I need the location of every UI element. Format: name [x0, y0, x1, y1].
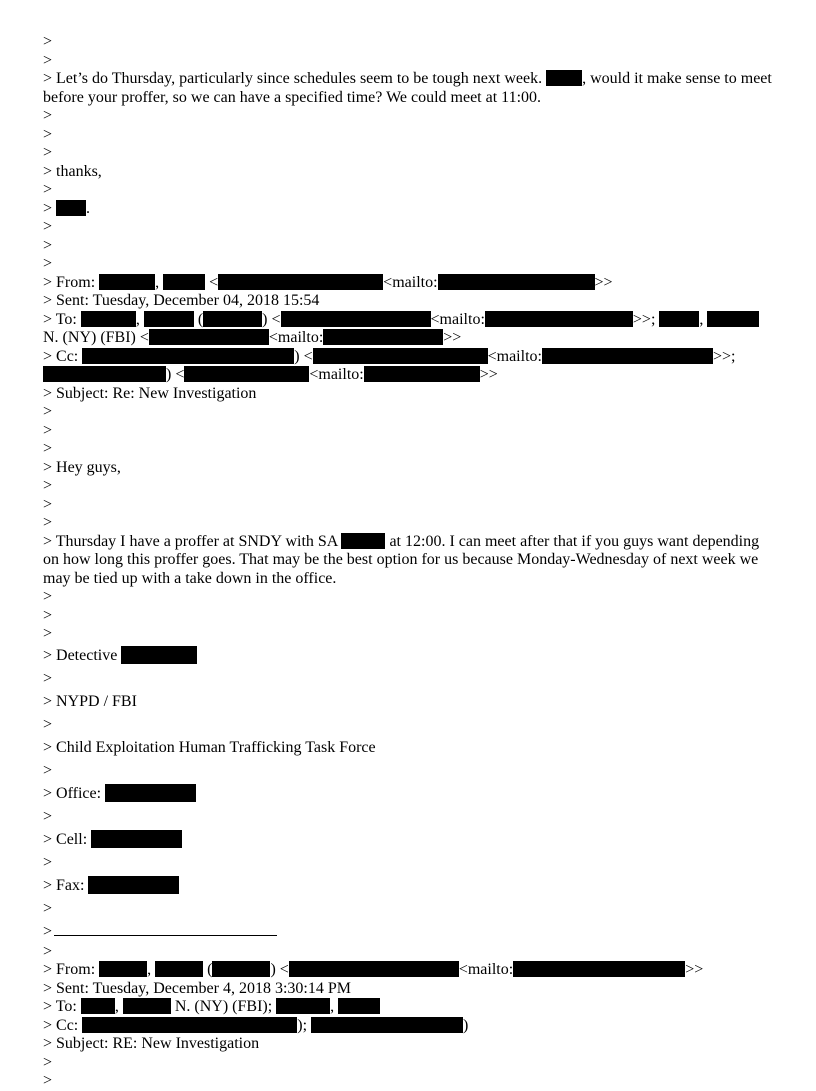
- redaction: [105, 784, 196, 802]
- body-paragraph-line: may be tied up with a take down in the office.: [43, 569, 337, 587]
- quote-line: >: [43, 588, 53, 605]
- signature-cell: > Cell:: [43, 828, 778, 851]
- redaction: [364, 366, 480, 382]
- quote-line: >: [43, 606, 53, 624]
- signature-name: > Detective: [43, 644, 778, 667]
- quote-line: >: [43, 853, 53, 871]
- email-sent: > Sent: Tuesday, December 04, 2018 15:54: [43, 292, 320, 309]
- redaction: [542, 348, 713, 364]
- quote-line: >: [43, 51, 53, 69]
- quote-line: >: [43, 218, 53, 235]
- email-sent: > Sent: Tuesday, December 4, 2018 3:30:14 PM: [43, 979, 351, 997]
- redaction: [338, 998, 380, 1014]
- quote-line: >: [43, 477, 53, 494]
- body-paragraph-line: > Thursday I have a proffer at SNDY with SA at 12:00. I can meet after that if you guys want depending: [43, 532, 760, 550]
- redaction: [276, 998, 330, 1014]
- separator-line: >: [43, 920, 778, 943]
- quote-line: >: [43, 942, 53, 960]
- redaction: [81, 311, 136, 327]
- quote-line: >: [43, 807, 53, 825]
- redaction: [546, 70, 582, 86]
- greeting-line: > Hey guys,: [43, 458, 121, 476]
- signature-unit: > Child Exploitation Human Trafficking Task Force: [43, 738, 376, 756]
- quote-line: >: [43, 181, 53, 198]
- body-paragraph-line: on how long this proffer goes. That may be the best option for us because Monday-Wednesday of next week we: [43, 551, 759, 568]
- redaction: [121, 646, 197, 664]
- redaction: [149, 329, 269, 345]
- redaction: [203, 311, 262, 327]
- sender-initials-line: > .: [43, 199, 91, 217]
- redaction: [184, 366, 309, 382]
- redaction: [289, 961, 459, 977]
- email-cc: > Cc: ); ): [43, 1016, 469, 1034]
- quote-line: >: [43, 899, 53, 917]
- email-from: > From: , < <mailto: >>: [43, 273, 613, 291]
- email-cc-cont: ) < <mailto: >>: [43, 366, 778, 385]
- quote-line: >: [43, 1053, 53, 1071]
- redaction: [91, 830, 182, 848]
- email-subject: > Subject: RE: New Investigation: [43, 1035, 260, 1052]
- signature-fax: > Fax:: [43, 874, 778, 897]
- quote-line: >: [43, 421, 53, 439]
- redaction: [313, 348, 488, 364]
- redaction: [88, 876, 179, 894]
- quote-line: >: [43, 1072, 53, 1089]
- horizontal-rule: [54, 923, 277, 936]
- text-run: , would it make sense to meet: [582, 70, 772, 87]
- reply-paragraph-line: [43, 70, 778, 89]
- signature-office: > Office:: [43, 782, 778, 805]
- quote-line: >: [43, 236, 53, 254]
- redaction: [163, 274, 205, 290]
- quote-line: >: [43, 440, 53, 457]
- quote-line: >: [43, 761, 53, 779]
- redaction: [155, 961, 203, 977]
- redaction: [218, 274, 383, 290]
- quote-line: >: [43, 255, 53, 272]
- redaction: [99, 274, 155, 290]
- text-run: > Let’s do Thursday, particularly since schedules seem to be tough next week.: [43, 70, 547, 87]
- closing-line: > thanks,: [43, 162, 102, 180]
- quote-line: >: [43, 33, 53, 50]
- redaction: [281, 311, 431, 327]
- quote-line: >: [43, 669, 53, 687]
- email-to-cont: N. (NY) (FBI) < <mailto: >>: [43, 329, 462, 346]
- redaction: [82, 348, 294, 364]
- email-document: [43, 33, 778, 1091]
- redaction: [311, 1017, 463, 1033]
- redaction: [212, 961, 270, 977]
- quote-line: >: [43, 403, 53, 420]
- redaction: [659, 311, 699, 327]
- redaction: [341, 533, 385, 549]
- redaction: [485, 311, 633, 327]
- quote-line: >: [43, 625, 53, 642]
- quote-line: >: [43, 144, 53, 161]
- email-to: > To: , N. (NY) (FBI); ,: [43, 998, 778, 1017]
- redaction: [144, 311, 194, 327]
- redaction: [123, 998, 171, 1014]
- redaction: [438, 274, 595, 290]
- email-to: > To: , ( ) < <mailto: >>; ,: [43, 311, 778, 330]
- email-cc: > Cc: ) < <mailto: >>;: [43, 347, 736, 365]
- redaction: [323, 329, 443, 345]
- quote-line: >: [43, 125, 53, 143]
- email-from: > From: , ( ) < <mailto: >>: [43, 961, 704, 978]
- reply-paragraph-line: before your proffer, so we can have a specified time? We could meet at 11:00.: [43, 88, 542, 106]
- redaction: [82, 1017, 297, 1033]
- quote-line: >: [43, 495, 53, 513]
- redaction: [99, 961, 147, 977]
- redaction: [513, 961, 685, 977]
- redaction: [81, 998, 115, 1014]
- quote-line: >: [43, 514, 53, 531]
- quote-line: >: [43, 715, 53, 733]
- signature-org: > NYPD / FBI: [43, 692, 137, 710]
- redaction: [43, 366, 166, 382]
- redaction: [707, 311, 759, 327]
- email-subject: > Subject: Re: New Investigation: [43, 384, 257, 402]
- redaction: [56, 200, 86, 216]
- quote-line: >: [43, 107, 53, 124]
